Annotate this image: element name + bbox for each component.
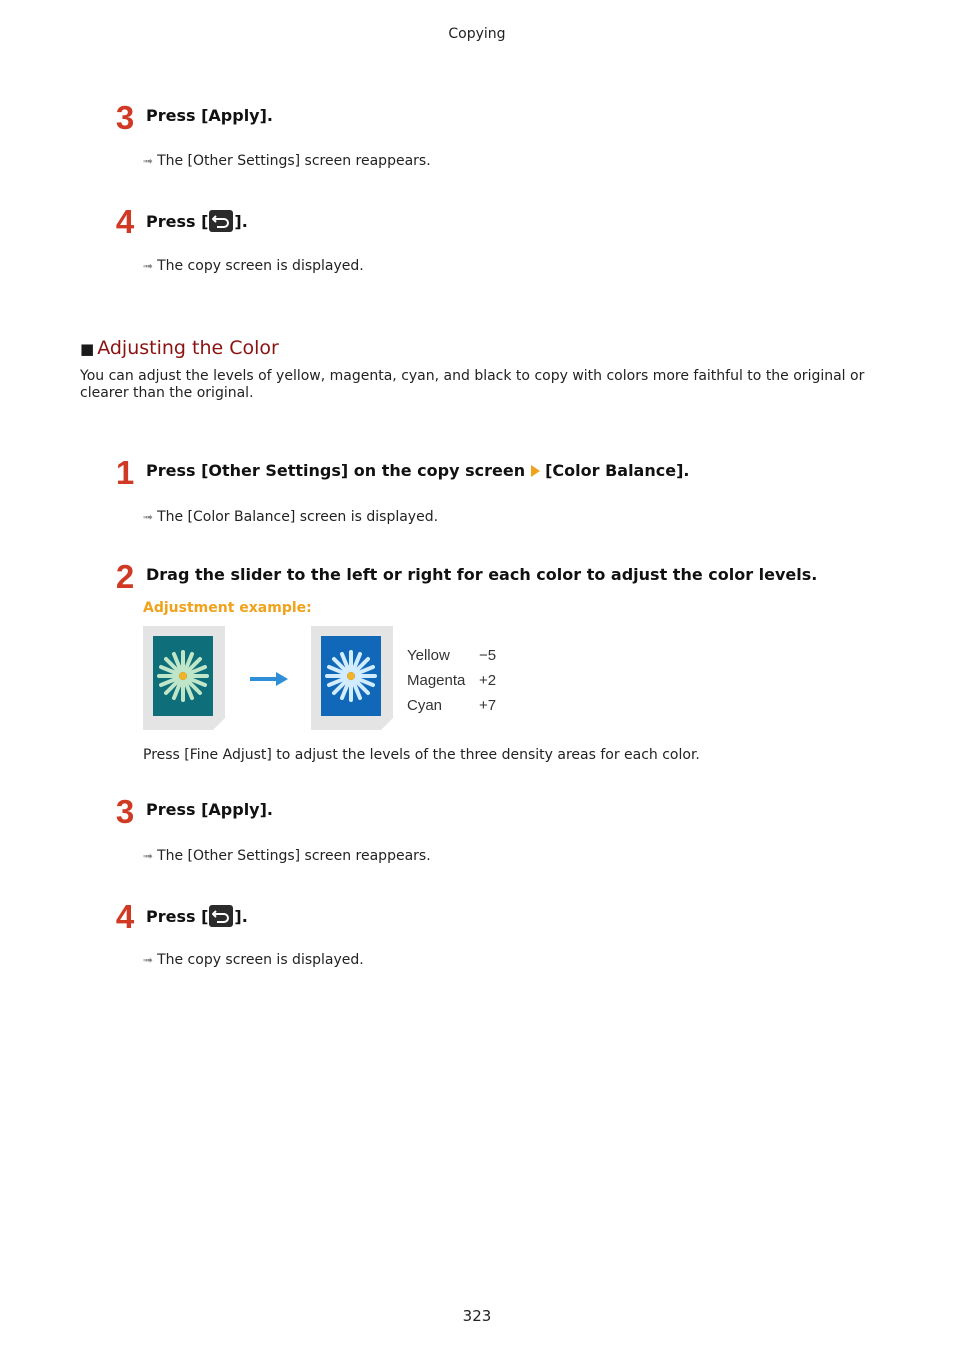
step-title-prefix: Press [ <box>146 907 209 926</box>
step-number: 3 <box>115 793 135 830</box>
color-name: Magenta <box>407 672 466 689</box>
result-arrow-icon: ➟ <box>143 953 154 967</box>
step-title-suffix: ]. <box>234 907 248 926</box>
result-arrow-icon: ➟ <box>143 849 154 863</box>
section-marker: ■ <box>80 340 95 358</box>
step-title <box>146 905 248 927</box>
step-result <box>143 152 431 170</box>
right-arrow-icon <box>248 669 290 689</box>
step-result-text: The copy screen is displayed. <box>157 258 364 274</box>
result-arrow-icon: ➟ <box>143 154 154 168</box>
color-name: Cyan <box>407 697 443 714</box>
color-value: −5 <box>479 647 497 664</box>
after-document-image <box>311 626 393 730</box>
color-value: +2 <box>479 672 497 689</box>
step-result-text: The copy screen is displayed. <box>157 952 364 968</box>
step-title <box>146 210 248 232</box>
step-number: 4 <box>115 203 135 240</box>
adjustment-values <box>407 646 509 721</box>
color-value: +7 <box>479 697 497 714</box>
before-document-page <box>153 636 213 716</box>
step-result <box>143 257 364 275</box>
flower-icon <box>321 636 381 716</box>
step-number: 4 <box>115 898 135 935</box>
step-result <box>143 951 364 969</box>
back-arrow-icon <box>209 905 233 927</box>
page-fold <box>213 718 225 730</box>
step-number: 2 <box>115 558 135 595</box>
back-arrow-icon <box>209 210 233 232</box>
step-result-text: The [Other Settings] screen reappears. <box>157 153 431 169</box>
step-result <box>143 508 438 526</box>
before-document-image <box>143 626 225 730</box>
section-description: You can adjust the levels of yellow, magenta, cyan, and black to copy with colors more faithful to the original or clearer than the original. <box>80 368 865 401</box>
step-title: Press [Apply]. <box>146 800 273 819</box>
triangle-right-icon <box>531 465 540 477</box>
result-arrow-icon: ➟ <box>143 510 154 524</box>
step-title-suffix: ]. <box>234 212 248 231</box>
page-header: Copying <box>448 26 506 42</box>
step-number: 1 <box>115 454 135 491</box>
step-result-text: The [Other Settings] screen reappears. <box>157 848 431 864</box>
section-title-text: Adjusting the Color <box>97 337 279 359</box>
flower-icon <box>153 636 213 716</box>
step-title <box>146 461 689 481</box>
page-fold <box>381 718 393 730</box>
adjustment-example-label: Adjustment example: <box>143 600 312 616</box>
step-number: 3 <box>115 99 135 136</box>
step-result-text: The [Color Balance] screen is displayed. <box>157 509 439 525</box>
step-result <box>143 847 431 865</box>
adjustment-row <box>407 646 509 671</box>
step-title: Drag the slider to the left or right for each color to adjust the color levels. <box>146 565 818 584</box>
fine-adjust-note: Press [Fine Adjust] to adjust the levels of the three density areas for each color. <box>143 747 700 763</box>
section-title <box>80 337 279 359</box>
result-arrow-icon: ➟ <box>143 259 154 273</box>
step-title-prefix: Press [ <box>146 212 209 231</box>
adjustment-row <box>407 696 509 721</box>
color-name: Yellow <box>407 647 450 664</box>
step-title-part2: [Color Balance]. <box>545 461 690 480</box>
after-document-page <box>321 636 381 716</box>
step-title-part1: Press [Other Settings] on the copy screen <box>146 461 526 480</box>
adjustment-row <box>407 671 509 696</box>
step-title: Press [Apply]. <box>146 106 273 125</box>
page-number: 323 <box>462 1307 492 1325</box>
